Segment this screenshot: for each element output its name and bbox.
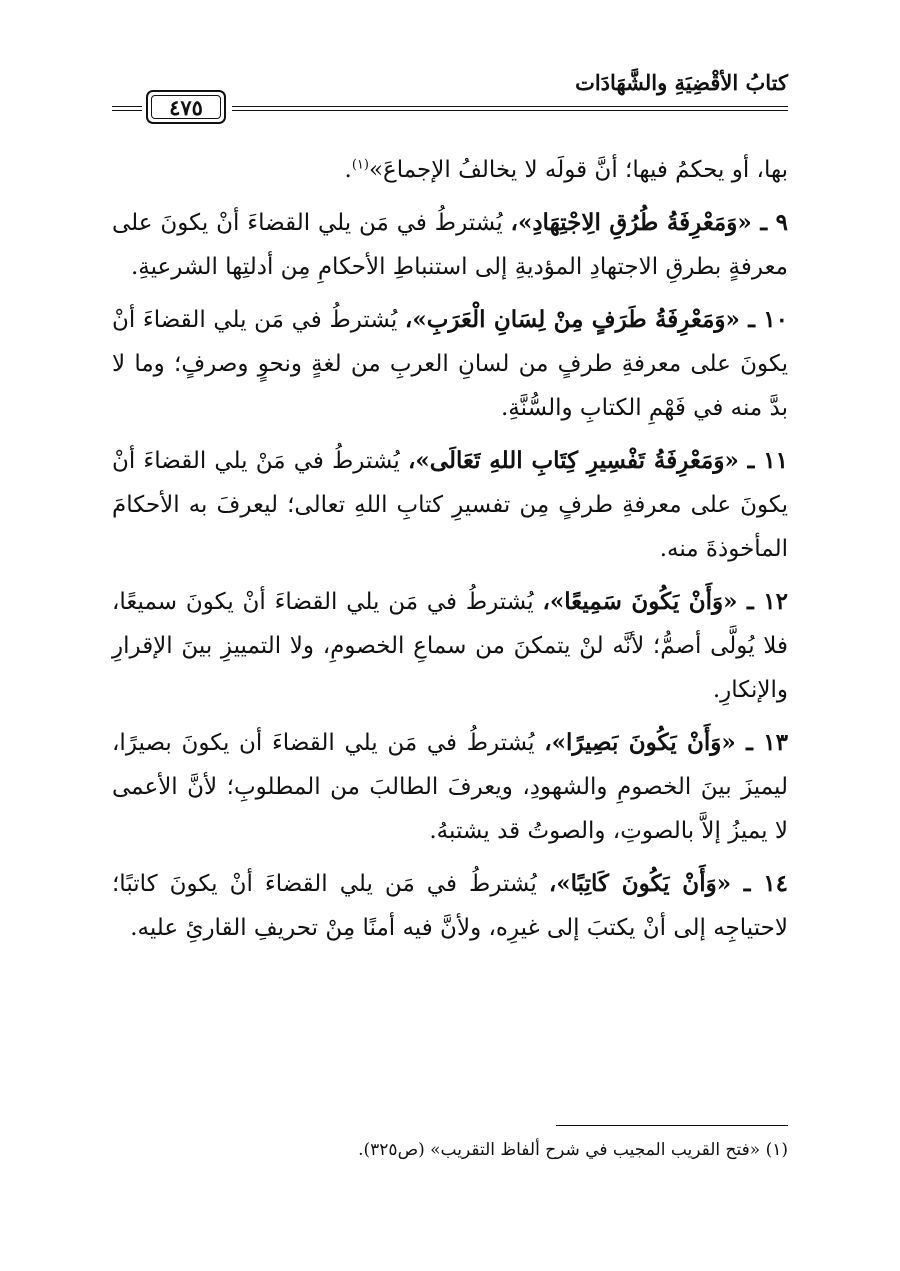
- chapter-title: كتابُ الأقْضِيَةِ والشَّهَادَات: [575, 70, 788, 95]
- page-number: ٤٧٥: [169, 95, 203, 120]
- paragraph-tail: .: [344, 157, 352, 183]
- paragraph-text: بها، أو يحكمُ فيها؛ أنَّ قولَه لا يخالفُ الإجماعَ»: [368, 157, 788, 183]
- paragraph-heading: ١٠ ـ «وَمَعْرِفَةُ طَرَفٍ مِنْ لِسَانِ الْعَرَبِ»،: [404, 306, 788, 333]
- paragraph: [112, 862, 788, 950]
- paragraph-heading: ١٢ ـ «وَأَنْ يَكُونَ سَمِيعًا»،: [542, 588, 788, 615]
- paragraph-text: يُشترطُ في مَن يلي القضاءَ أنْ يكونَ على معرفةٍ بطرقِ الاجتهادِ المؤديةِ إلى استنباطِ الأحكامِ مِن أدلتِها الشرعيةِ.: [112, 210, 788, 280]
- footnote-separator: [556, 1125, 788, 1126]
- paragraph-heading: ١٤ ـ «وَأَنْ يَكُونَ كَاتِبًا»،: [548, 870, 788, 897]
- paragraph-heading: ٩ ـ «وَمَعْرِفَةُ طُرُقِ الِاجْتِهَادِ»،: [510, 209, 788, 236]
- paragraph-text: يُشترطُ في مَن يلي القضاءَ أنْ يكونَ على معرفةِ طرفٍ من لسانِ العربِ من لغةٍ ونحوٍ وصرفٍ؛ وما لا بدَّ منه في فَهْمِ الكتابِ والسُّنَّةِ.: [112, 307, 788, 421]
- paragraph: [112, 439, 788, 571]
- header-double-rule: [232, 106, 788, 111]
- paragraph: [112, 580, 788, 712]
- running-header: [112, 70, 788, 126]
- footnote: (١) «فتح القريب المجيب في شرح ألفاظ التقريب» (ص٣٢٥).: [358, 1140, 788, 1160]
- paragraph-text: يُشترطُ في مَن يلي القضاءَ أنْ يكونَ كاتبًا؛ لاحتياجِه إلى أنْ يكتبَ إلى غيرِه، ولأنَّ فيه أمنًا مِنْ تحريفِ القارئِ عليه.: [112, 871, 788, 941]
- paragraph-text: يُشترطُ في مَن يلي القضاءَ أنْ يكونَ سميعًا، فلا يُولَّى أصمُّ؛ لأنَّه لنْ يتمكنَ من سماعِ الخصومِ، ولا التمييزِ بينَ الإقرارِ والإنكارِ.: [112, 589, 788, 703]
- paragraph: [112, 721, 788, 853]
- page-number-frame: [146, 90, 226, 124]
- footnote-reference[interactable]: (١): [351, 157, 369, 173]
- header-double-rule-left: [112, 106, 142, 111]
- paragraph-text: يُشترطُ في مَنْ يلي القضاءَ أنْ يكونَ على معرفةِ طرفٍ مِن تفسيرِ كتابِ اللهِ تعالى؛ ليعرفَ به الأحكامَ المأخوذةَ منه.: [112, 448, 788, 562]
- main-text: [112, 148, 788, 959]
- paragraph: [112, 201, 788, 289]
- paragraph: [112, 148, 788, 192]
- paragraph-heading: ١٣ ـ «وَأَنْ يَكُونَ بَصِيرًا»،: [544, 729, 788, 756]
- paragraph-text: يُشترطُ في مَن يلي القضاءَ أن يكونَ بصيرًا، ليميزَ بينَ الخصومِ والشهودِ، ويعرفَ الطالبَ من المطلوبِ؛ لأنَّ الأعمى لا يميزُ إلاَّ بالصوتِ، والصوتُ قد يشتبهُ.: [112, 730, 788, 844]
- paragraph: [112, 298, 788, 430]
- paragraph-heading: ١١ ـ «وَمَعْرِفَةُ تَفْسِيرِ كِتَابِ اللهِ تَعَالَى»،: [407, 447, 788, 474]
